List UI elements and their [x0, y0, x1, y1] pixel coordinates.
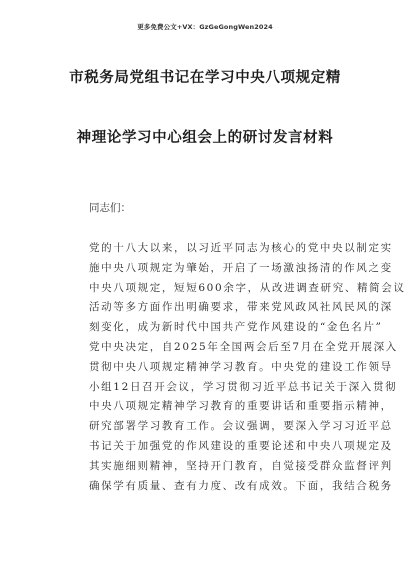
document-title-line-2: 神理论学习中心组会上的研讨发言材料	[76, 130, 334, 146]
body-line: 书记关于加强党的作风建设的重要论述和中央八项规定及	[89, 439, 393, 452]
body-line: 党中央决定，自2025年全国两会后至7月在全党开展深入	[89, 340, 398, 353]
body-line: 中央八项规定，短短600余字，从改进调查研究、精简会议	[89, 281, 406, 294]
body-line: 贯彻中央八项规定精神学习教育。中央党的建设工作领导	[89, 360, 393, 373]
document-title-line-1: 市税务局党组书记在学习中央八项规定精	[69, 70, 341, 86]
body-line: 研究部署学习教育工作。会议强调，要深入学习习近平总	[89, 420, 393, 433]
body-line: 党的十八大以来，以习近平同志为核心的党中央以制定实	[89, 242, 393, 254]
body-line: 中央八项规定精神学习教育的重要讲话和重要指示精神，	[89, 400, 393, 413]
body-line: 其实施细则精神，坚持开门教育，自觉接受群众监督评判	[89, 459, 393, 472]
body-text	[89, 239, 406, 496]
body-line: 确保学有质量、查有力度、改有成效。下面，我结合税务	[89, 479, 393, 492]
header-note: 更多免费公文+VX：GzGeGongWen2024	[137, 23, 273, 31]
salutation: 同志们：	[89, 202, 131, 214]
body-line: 小组12日召开会议，学习贯彻习近平总书记关于深入贯彻	[89, 380, 398, 393]
body-line: 活动等多方面作出明确要求，带来党风政风社风民风的深	[89, 301, 393, 314]
body-line: 刻变化，成为新时代中国共产党作风建设的“金色名片”	[89, 321, 383, 334]
body-line: 施中央八项规定为肇始，开启了一场激浊扬清的作风之变	[89, 261, 393, 274]
